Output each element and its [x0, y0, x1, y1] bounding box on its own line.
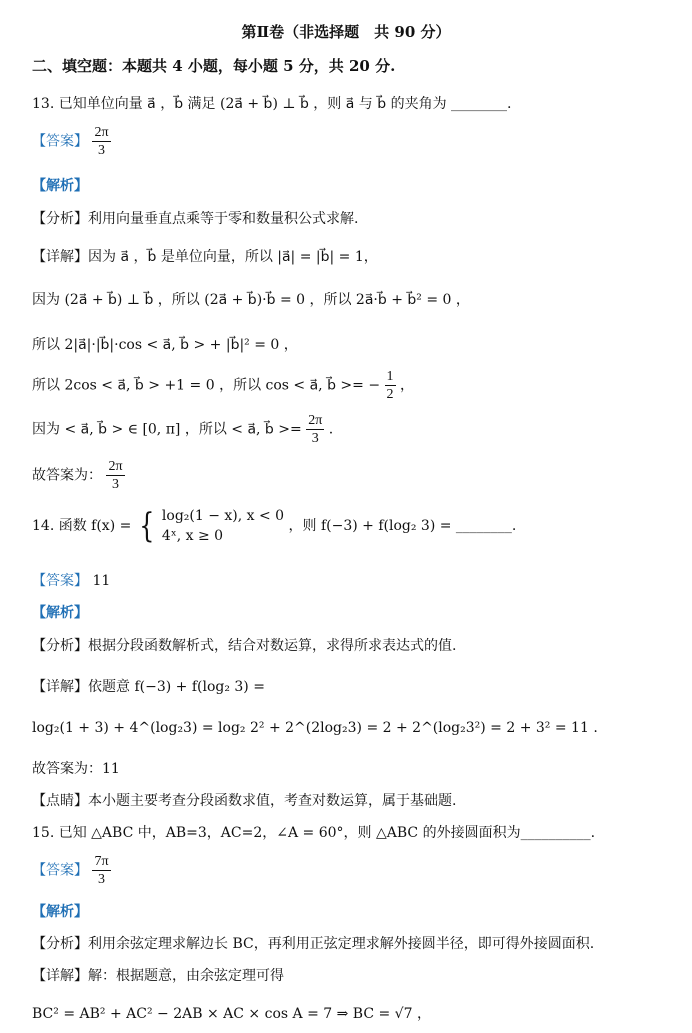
q14-stem-start: 14. 函数 f(x) =: [32, 518, 132, 534]
case-1: log₂(1 − x), x < 0: [161, 508, 285, 524]
q15-detail-1: 【详解】解：根据题意，由余弦定理可得: [32, 968, 284, 984]
fraction: [306, 412, 324, 447]
piecewise-cases: [162, 506, 284, 546]
denominator: 3: [97, 872, 105, 887]
q13-detail-1: 【详解】因为 a⃗ ，b⃗ 是单位向量，所以 |a⃗| = |b⃗| = 1，: [32, 249, 378, 265]
q13-detail-4-end: ，: [399, 377, 414, 394]
q13-detail-4: [32, 368, 414, 403]
q13-detail-2: 因为 (2a⃗ + b⃗) ⊥ b⃗ ，所以 (2a⃗ + b⃗)·b⃗ = 0 ，所以 2a⃗·b⃗ + b⃗² = 0 ，: [32, 292, 470, 308]
q14-dianjing: 【点睛】本小题主要考查分段函数求值，考查对数运算，属于基础题.: [32, 793, 457, 809]
section-heading: 二、填空题：本题共 4 小题，每小题 5 分，共 20 分.: [32, 57, 396, 75]
q13-detail-5-end: .: [328, 421, 334, 438]
q13-detail-4-text: 所以 2cos < a⃗, b⃗ > +1 = 0 ，所以 cos < a⃗, b⃗ >= −: [32, 377, 381, 394]
q14-stem: [32, 506, 516, 546]
q14-fenxi: 【分析】根据分段函数解析式，结合对数运算，求得所求表达式的值.: [32, 638, 457, 654]
q14-detail-1: 【详解】依题意 f(−3) + f(log₂ 3) =: [32, 679, 265, 695]
q15-answer: [32, 853, 111, 888]
q14-stem-end: ，则 f(−3) + f(log₂ 3) = ________.: [288, 518, 517, 534]
exam-part-title: 第Ⅱ卷（非选择题 共 90 分）: [241, 23, 451, 41]
answer-tag: 【答案】: [32, 573, 88, 589]
left-brace: {: [139, 506, 155, 546]
q14-analysis-tag: 【解析】: [32, 605, 88, 621]
q14-answer: [32, 571, 110, 591]
q15-detail-2: BC² = AB² + AC² − 2AB × AC × cos A = 7 ⇒ BC = √7 ，: [32, 1006, 431, 1022]
q15-stem: 15. 已知 △ABC 中，AB=3，AC=2，∠A = 60°，则 △ABC 的外接圆面积为__________.: [32, 825, 596, 841]
q14-detail-2: log₂(1 + 3) + 4^(log₂3) = log₂ 2² + 2^(2log₂3) = 2 + 2^(log₂3²) = 2 + 3² = 11 .: [32, 720, 598, 736]
final-label: 故答案为：: [32, 467, 102, 484]
numerator: 7π: [94, 854, 109, 869]
answer-tag: 【答案】: [32, 862, 88, 879]
fraction: [385, 368, 396, 403]
fraction: [106, 458, 124, 493]
q13-fenxi: 【分析】利用向量垂直点乘等于零和数量积公式求解.: [32, 211, 359, 227]
q15-analysis-tag: 【解析】: [32, 904, 88, 920]
q13-analysis-tag: 【解析】: [32, 178, 88, 194]
q13-answer: [32, 124, 111, 159]
q13-answer-fraction: [92, 124, 110, 159]
numerator: 2π: [308, 413, 323, 428]
numerator: 1: [386, 369, 394, 384]
numerator: 2π: [108, 459, 123, 474]
q13-detail-5: [32, 412, 333, 447]
answer-tag: 【答案】: [32, 133, 88, 150]
denominator: 2: [386, 387, 394, 402]
numerator: 2π: [94, 125, 109, 140]
q13-final: [32, 458, 125, 493]
denominator: 3: [311, 431, 319, 446]
q14-final: 故答案为：11: [32, 761, 120, 777]
denominator: 3: [97, 143, 105, 158]
q13-stem: 13. 已知单位向量 a⃗ ，b⃗ 满足 (2a⃗ + b⃗) ⊥ b⃗ ，则 a⃗ 与 b⃗ 的夹角为 ________.: [32, 96, 512, 112]
q14-answer-value: 11: [92, 573, 111, 589]
q15-answer-fraction: [92, 853, 110, 888]
denominator: 3: [111, 477, 119, 492]
case-2: 4ˣ, x ≥ 0: [161, 528, 224, 544]
q13-detail-5-text: 因为 < a⃗, b⃗ > ∈ [0, π] ，所以 < a⃗, b⃗ >=: [32, 421, 302, 438]
q13-detail-3: 所以 2|a⃗|·|b⃗|·cos < a⃗, b⃗ > + |b⃗|² = 0 ，: [32, 337, 298, 353]
q15-fenxi: 【分析】利用余弦定理求解边长 BC，再利用正弦定理求解外接圆半径，即可得外接圆面积.: [32, 936, 595, 952]
